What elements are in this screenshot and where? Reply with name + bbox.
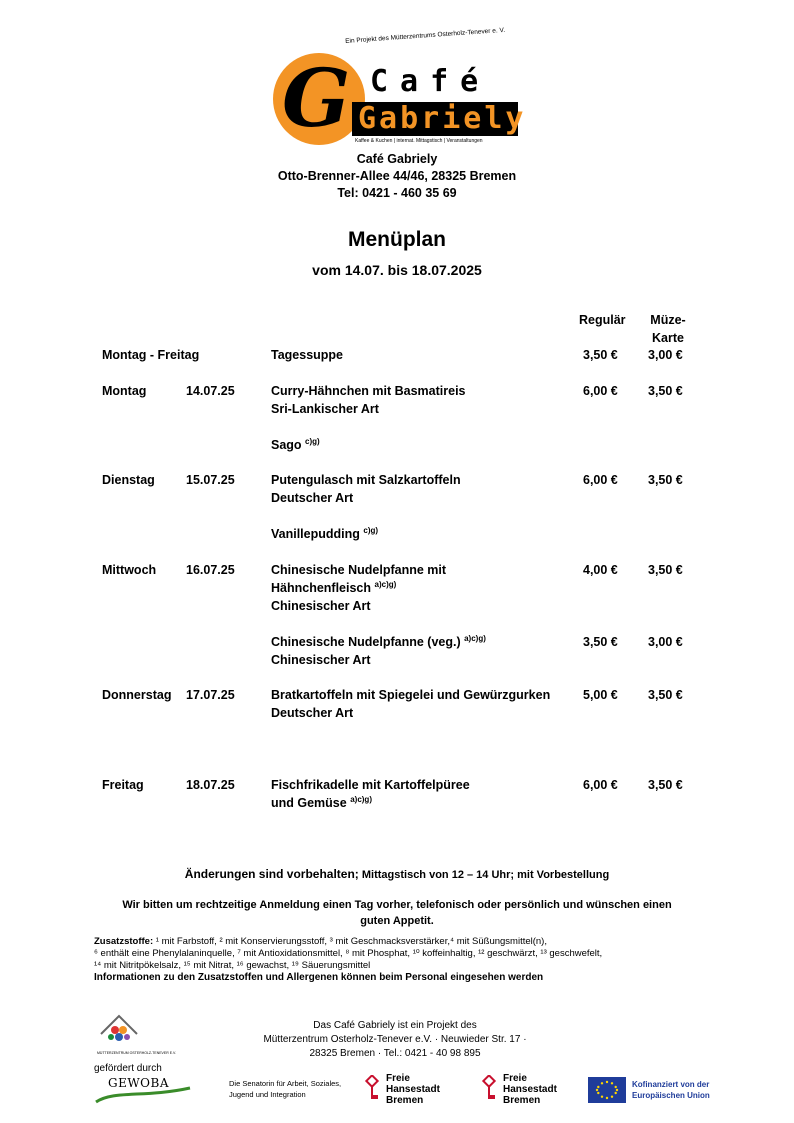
- row-dish: Curry-Hähnchen mit Basmatireis: [271, 384, 466, 398]
- row-dish-style: Chinesischer Art: [271, 599, 371, 613]
- hb-line3: Bremen: [386, 1095, 424, 1106]
- hb-line1: Freie: [386, 1073, 410, 1084]
- row-day: Mittwoch: [102, 563, 157, 577]
- row-day: Dienstag: [102, 473, 155, 487]
- row-dish-style: Deutscher Art: [271, 491, 354, 505]
- row-price-regular: 6,00 €: [583, 778, 618, 792]
- address-street: Otto-Brenner-Allee 44/46, 28325 Bremen: [277, 169, 517, 183]
- project-line3: 28325 Bremen · Tel.: 0421 - 40 98 895: [309, 1048, 481, 1059]
- row-day: Freitag: [102, 778, 144, 792]
- row-date: 18.07.25: [186, 778, 235, 792]
- page-title: Menüplan: [348, 228, 446, 251]
- header-muze-line2: Karte: [652, 331, 684, 345]
- house-icon: [97, 1012, 145, 1046]
- hb-line3: Bremen: [503, 1095, 541, 1106]
- dish-name: Chinesische Nudelpfanne (veg.): [271, 635, 461, 649]
- additives-block: [94, 936, 714, 984]
- eu-text: [632, 1079, 710, 1101]
- senate-line2: Jugend und Integration: [229, 1090, 306, 1099]
- bremen-key-icon: [481, 1075, 499, 1107]
- allergen-codes: a)c)g): [350, 795, 372, 804]
- row-dish: Fischfrikadelle mit Kartoffelpüree: [271, 778, 470, 792]
- changes-note-bold: Änderungen sind vorbehalten;: [184, 867, 359, 881]
- row-price-regular: 3,50 €: [583, 348, 618, 362]
- gewoba-text: GEWOBA: [108, 1076, 170, 1090]
- address-name: Café Gabriely: [356, 152, 438, 166]
- row-date: 17.07.25: [186, 688, 235, 702]
- changes-note: [0, 867, 794, 881]
- mz-logo: [97, 1012, 177, 1055]
- row-price-regular: 6,00 €: [583, 473, 618, 487]
- logo-tagline: Ein Projekt des Mütterzentrums Osterholz-Tenever e. V.: [345, 26, 506, 45]
- dish-name-cont: und Gemüse: [271, 796, 347, 810]
- senate-line1: Die Senatorin für Arbeit, Soziales,: [229, 1079, 342, 1088]
- row-dish-style: Deutscher Art: [271, 706, 354, 720]
- logo-cafe: Café: [370, 64, 491, 99]
- dish-name-cont: Hähnchenfleisch: [271, 581, 372, 595]
- row-dish: Putengulasch mit Salzkartoffeln: [271, 473, 461, 487]
- row-price-muze: 3,50 €: [648, 473, 683, 487]
- row-date: 15.07.25: [186, 473, 235, 487]
- row-date: 14.07.25: [186, 384, 235, 398]
- dessert-name: Sago: [271, 438, 302, 452]
- eu-flag-icon: [588, 1077, 626, 1103]
- header-regular: Regulär: [579, 313, 626, 327]
- row-dish-line2: [271, 794, 372, 812]
- allergen-codes: c)g): [363, 526, 379, 535]
- register-note: [0, 897, 794, 929]
- project-line2: Mütterzentrum Osterholz-Tenever e.V. · Neuwieder Str. 17 ·: [263, 1034, 527, 1045]
- project-line1: Das Café Gabriely ist ein Projekt des: [313, 1020, 477, 1031]
- additives-label: Zusatzstoffe:: [94, 936, 154, 947]
- row-dish: Chinesische Nudelpfanne mit: [271, 563, 447, 577]
- row-price-regular: 6,00 €: [583, 384, 618, 398]
- logo-slogan: Kaffee & Kuchen | internat. Mittagstisch | Veranstaltungen: [355, 138, 483, 144]
- row-price-regular: 5,00 €: [583, 688, 618, 702]
- row-price-muze: 3,00 €: [648, 635, 683, 649]
- mz-label: MÜTTERZENTRUM OSTERHOLZ-TENEVER E.V.: [97, 1051, 177, 1055]
- header-muze-line1: Müze-: [650, 313, 686, 327]
- row-price-muze: 3,50 €: [648, 778, 683, 792]
- hb-line2: Hansestadt: [503, 1084, 557, 1095]
- bremen-key-icon: [364, 1075, 382, 1107]
- register-note-line1: Wir bitten um rechtzeitige Anmeldung einen Tag vorher, telefonisch oder persönlich und wünschen einen: [122, 899, 672, 911]
- project-info: [230, 1019, 560, 1061]
- address-block: [0, 151, 794, 202]
- additives-line3: ¹⁴ mit Nitritpökelsalz, ¹⁵ mit Nitrat, ¹⁶ gewachst, ¹⁹ Säuerungsmittel: [94, 960, 371, 971]
- eu-logo: [588, 1077, 723, 1105]
- register-note-line2: guten Appetit.: [360, 915, 434, 927]
- row-day: Montag: [102, 384, 147, 398]
- hb-line1: Freie: [503, 1073, 527, 1084]
- row-dessert: [271, 436, 320, 454]
- changes-note-rest: Mittagstisch von 12 – 14 Uhr; mit Vorbestellung: [358, 869, 610, 881]
- dessert-name: Vanillepudding: [271, 527, 360, 541]
- header-muze: [643, 311, 693, 347]
- row-dish: Bratkartoffeln mit Spiegelei und Gewürzgurken: [271, 688, 551, 702]
- address-phone: Tel: 0421 - 460 35 69: [337, 186, 457, 200]
- row-date: 16.07.25: [186, 563, 235, 577]
- eu-stars-icon: [588, 1077, 626, 1103]
- row-dish: Tagessuppe: [271, 348, 344, 362]
- row-dish-line2: [271, 579, 396, 597]
- row-price-regular: 4,00 €: [583, 563, 618, 577]
- row-price-muze: 3,50 €: [648, 563, 683, 577]
- gewoba-swoosh-icon: [94, 1076, 194, 1104]
- allergen-codes: a)c)g): [374, 580, 397, 589]
- row-day: Montag - Freitag: [102, 348, 200, 362]
- row-day: Donnerstag: [102, 688, 172, 702]
- bremen-logo-1: [364, 1073, 454, 1109]
- row-dish: [271, 633, 486, 651]
- allergen-codes: a)c)g): [464, 634, 486, 643]
- bremen-text-1: [386, 1073, 440, 1106]
- hb-line2: Hansestadt: [386, 1084, 440, 1095]
- logo-name: Gabriely: [358, 101, 527, 136]
- date-range: vom 14.07. bis 18.07.2025: [312, 262, 482, 278]
- row-price-muze: 3,00 €: [648, 348, 683, 362]
- bremen-logo-2: [481, 1073, 571, 1109]
- additives-line1: [94, 936, 714, 948]
- gewoba-logo: [94, 1076, 194, 1104]
- eu-line2: Europäischen Union: [632, 1091, 710, 1100]
- row-price-muze: 3,50 €: [648, 384, 683, 398]
- additives-line2: ⁶ enthält eine Phenylalaninquelle, ⁷ mit Antioxidationsmittel, ⁸ mit Phosphat, ¹⁰ koffeinhaltig, ¹² geschwärzt, ¹³ geschwefelt,: [94, 948, 603, 959]
- row-dessert: [271, 525, 378, 543]
- row-price-muze: 3,50 €: [648, 688, 683, 702]
- row-dish-style: Sri-Lankischer Art: [271, 402, 379, 416]
- row-price-regular: 3,50 €: [583, 635, 618, 649]
- eu-line1: Kofinanziert von der: [632, 1080, 710, 1089]
- senate-text: [229, 1078, 341, 1100]
- bremen-text-2: [503, 1073, 557, 1106]
- allergen-codes: c)g): [305, 437, 320, 446]
- additives-info: Informationen zu den Zusatzstoffen und Allergenen können beim Personal eingesehen werden: [94, 972, 544, 983]
- funded-by: gefördert durch: [94, 1063, 162, 1074]
- row-dish-style: Chinesischer Art: [271, 653, 371, 667]
- logo-g-glyph: G: [282, 51, 351, 145]
- cafe-logo: [270, 26, 527, 148]
- additives-text1: ¹ mit Farbstoff, ² mit Konservierungsstoff, ³ mit Geschmacksverstärker,⁴ mit Süßungsmittel(n),: [153, 936, 547, 947]
